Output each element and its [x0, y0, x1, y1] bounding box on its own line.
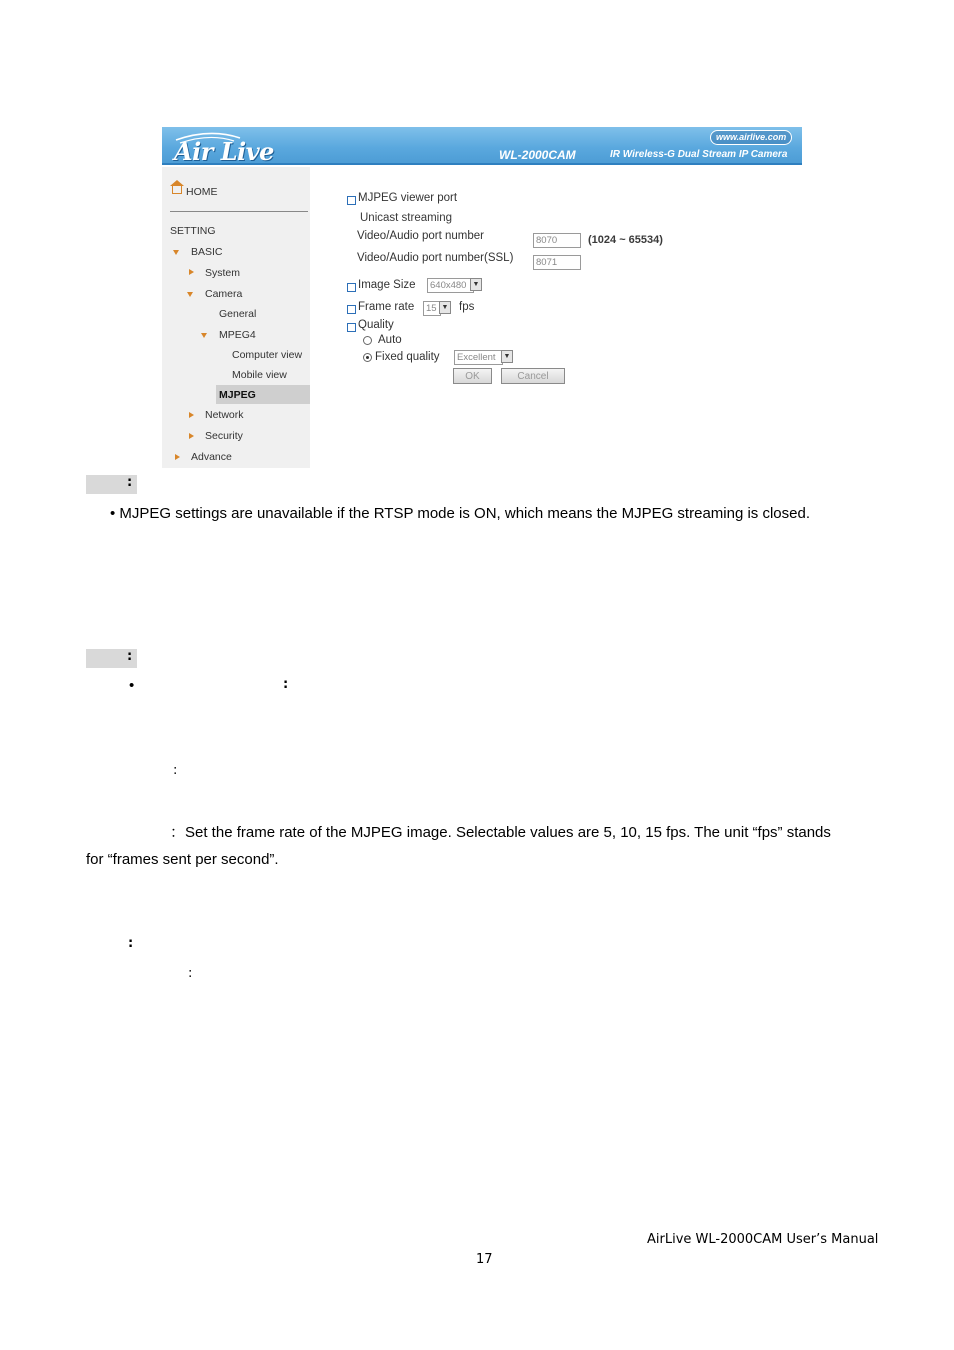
page-number: 17 — [476, 1252, 493, 1267]
section-checkbox-icon — [347, 323, 356, 332]
fixed-quality-select[interactable]: Excellent — [454, 350, 503, 365]
sidebar-heading-setting: SETTING — [170, 225, 216, 237]
dropdown-arrow-icon[interactable]: ▼ — [501, 350, 513, 363]
ok-button[interactable]: OK — [453, 368, 492, 384]
collapsed-arrow-icon[interactable] — [175, 454, 180, 460]
auto-label: Auto — [378, 334, 402, 346]
unicast-label: Unicast streaming — [360, 212, 453, 224]
frame-rate-description: ：Set the frame rate of the MJPEG image. Selectable values are 5, 10, 15 fps. The unit “fps” stands — [170, 824, 831, 841]
port-range: (1024 ~ 65534) — [588, 234, 663, 246]
ssl-port-input[interactable]: 8071 — [533, 255, 581, 270]
sidebar-item-network[interactable]: Network — [205, 409, 244, 421]
model-name: WL-2000CAM — [499, 148, 576, 162]
quality-label: Quality — [358, 319, 394, 331]
expanded-arrow-icon[interactable] — [173, 250, 179, 255]
sidebar-item-mpeg4[interactable]: MPEG4 — [219, 329, 256, 341]
section-checkbox-icon — [347, 196, 356, 205]
sidebar-item-security[interactable]: Security — [205, 430, 243, 442]
bullet-mark: • — [129, 677, 135, 694]
footer-manual-title: AirLive WL-2000CAM User’s Manual — [647, 1232, 879, 1247]
collapsed-arrow-icon[interactable] — [189, 412, 194, 418]
viewer-port-heading: MJPEG viewer port — [358, 192, 458, 204]
dropdown-arrow-icon[interactable]: ▼ — [439, 301, 451, 314]
sidebar-item-camera[interactable]: Camera — [205, 288, 243, 300]
frame-rate-label: Frame rate — [358, 301, 415, 313]
home-icon-body[interactable] — [172, 185, 182, 194]
product-tagline: IR Wireless-G Dual Stream IP Camera — [610, 149, 788, 160]
collapsed-arrow-icon[interactable] — [189, 269, 194, 275]
image-size-select[interactable]: 640x480 — [427, 278, 474, 293]
sidebar-item-advance[interactable]: Advance — [191, 451, 232, 463]
expanded-arrow-icon[interactable] — [201, 333, 207, 338]
auto-radio[interactable] — [363, 336, 372, 345]
frame-rate-select[interactable]: 15 — [423, 301, 441, 316]
ssl-port-label: Video/Audio port number(SSL) — [357, 252, 514, 264]
note-colon: : — [127, 649, 133, 664]
sidebar-item-general[interactable]: General — [219, 308, 257, 320]
fixed-quality-radio[interactable] — [363, 353, 372, 362]
note-rtsp-text: • MJPEG settings are unavailable if the RTSP mode is ON, which means the MJPEG streaming is closed. — [110, 505, 810, 522]
fps-unit: fps — [459, 301, 475, 313]
collapsed-arrow-icon[interactable] — [189, 433, 194, 439]
sidebar-item-home[interactable]: HOME — [186, 186, 218, 198]
sidebar-item-basic[interactable]: BASIC — [191, 246, 223, 258]
quality-colon: : — [128, 936, 134, 951]
expanded-arrow-icon[interactable] — [187, 292, 193, 297]
image-size-label: Image Size — [358, 279, 416, 291]
camera-ui-screenshot — [162, 127, 802, 468]
fixed-quality-label: Fixed quality — [375, 351, 440, 363]
frame-rate-description-cont: for “frames sent per second”. — [86, 851, 279, 868]
quality-sub-colon: : — [188, 966, 193, 981]
port-input[interactable]: 8070 — [533, 233, 581, 248]
cancel-button[interactable]: Cancel — [501, 368, 565, 384]
note-colon: : — [127, 475, 133, 490]
port-label: Video/Audio port number — [357, 230, 485, 242]
brand-logo-text: Air Live — [174, 137, 274, 166]
sidebar-item-system[interactable]: System — [205, 267, 241, 279]
section-checkbox-icon — [347, 305, 356, 314]
sidebar-item-mjpeg[interactable]: MJPEG — [219, 389, 256, 401]
image-size-colon: : — [173, 763, 178, 778]
sidebar-item-mobile-view[interactable]: Mobile view — [232, 369, 287, 381]
sidebar-divider — [170, 211, 308, 212]
dropdown-arrow-icon[interactable]: ▼ — [470, 278, 482, 291]
bullet-colon: : — [283, 677, 289, 692]
sidebar-item-computer-view[interactable]: Computer view — [232, 349, 303, 361]
section-checkbox-icon — [347, 283, 356, 292]
website-link[interactable]: www.airlive.com — [710, 130, 792, 145]
radio-selected-dot — [366, 356, 369, 359]
